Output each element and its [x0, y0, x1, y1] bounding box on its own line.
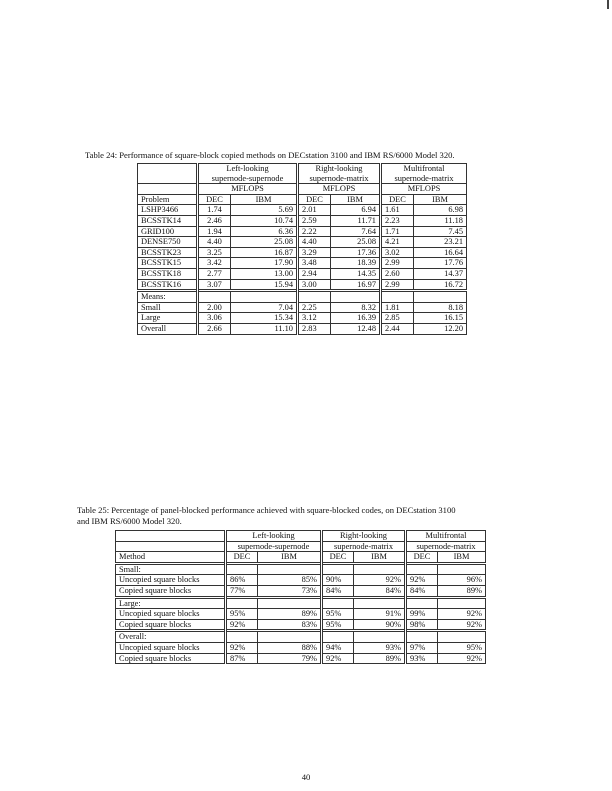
table-row	[116, 619, 486, 631]
problem-label: BCSSTK23	[138, 247, 198, 258]
table25-group-sub: supernode-matrix	[406, 541, 486, 552]
cell: 1.94	[198, 226, 231, 237]
cell: 16.72	[414, 279, 467, 291]
cell: 92%	[438, 653, 486, 664]
empty-cell	[406, 631, 438, 643]
table24-group-name: Multifrontal	[381, 164, 467, 174]
page-number: 40	[301, 772, 311, 782]
empty-cell	[322, 597, 354, 609]
empty-cell	[381, 291, 414, 303]
method-label: Copied square blocks	[116, 653, 226, 664]
cell: 25.08	[231, 237, 298, 248]
table24-unit: MFLOPS	[198, 184, 298, 195]
table24-corner	[138, 184, 198, 195]
cell: 4.40	[298, 237, 331, 248]
cell: 89%	[354, 653, 406, 664]
problem-label: BCSSTK15	[138, 258, 198, 269]
problem-label: BCSSTK16	[138, 279, 198, 291]
cell: 4.40	[198, 237, 231, 248]
section-header-row	[116, 563, 486, 575]
table-row	[138, 268, 467, 279]
machine-header: DEC	[198, 194, 231, 205]
table-row	[116, 653, 486, 664]
table24-group-sub: supernode-supernode	[198, 174, 298, 184]
cell: 16.64	[414, 247, 467, 258]
table24-group-sub: supernode-matrix	[298, 174, 381, 184]
cell: 92%	[226, 642, 258, 653]
cell: 10.74	[231, 215, 298, 226]
table25-row-header: Method	[116, 552, 226, 564]
problem-label: DENSE750	[138, 237, 198, 248]
table25-group-sub: supernode-supernode	[226, 541, 322, 552]
cell: 95%	[322, 609, 354, 620]
machine-header: IBM	[438, 552, 486, 564]
section-label: Small:	[116, 563, 226, 575]
table25-corner	[116, 541, 226, 552]
machine-header: IBM	[331, 194, 381, 205]
cell: 15.94	[231, 279, 298, 291]
cell: 92%	[322, 653, 354, 664]
cell: 3.12	[298, 313, 331, 324]
machine-header: IBM	[258, 552, 322, 564]
table-row	[116, 642, 486, 653]
table-row	[116, 575, 486, 586]
cell: 2.22	[298, 226, 331, 237]
cell: 4.21	[381, 237, 414, 248]
cell: 3.42	[198, 258, 231, 269]
section-label: Large:	[116, 597, 226, 609]
empty-cell	[298, 291, 331, 303]
cell: 79%	[258, 653, 322, 664]
cell: 89%	[258, 609, 322, 620]
machine-header: IBM	[414, 194, 467, 205]
method-label: Copied square blocks	[116, 619, 226, 631]
mean-label: Large	[138, 313, 198, 324]
table24-group-name: Left-looking	[198, 164, 298, 174]
cell: 2.01	[298, 205, 331, 216]
method-label: Uncopied square blocks	[116, 609, 226, 620]
empty-cell	[354, 563, 406, 575]
empty-cell	[406, 597, 438, 609]
cell: 17.90	[231, 258, 298, 269]
cell: 92%	[354, 575, 406, 586]
cell: 92%	[438, 609, 486, 620]
cell: 2.00	[198, 302, 231, 313]
machine-header: DEC	[381, 194, 414, 205]
empty-cell	[414, 291, 467, 303]
table24-corner	[138, 164, 198, 174]
empty-cell	[406, 563, 438, 575]
empty-cell	[258, 597, 322, 609]
cell: 7.45	[414, 226, 467, 237]
cell: 2.94	[298, 268, 331, 279]
table25-group-sub: supernode-matrix	[322, 541, 406, 552]
table-row	[138, 258, 467, 269]
problem-label: BCSSTK14	[138, 215, 198, 226]
cell: 8.32	[331, 302, 381, 313]
table24-row-header: Problem	[138, 194, 198, 205]
cell: 2.46	[198, 215, 231, 226]
table-row	[138, 279, 467, 291]
cell: 87%	[226, 653, 258, 664]
cell: 91%	[354, 609, 406, 620]
table25-group-name: Right-looking	[322, 531, 406, 542]
cell: 90%	[354, 619, 406, 631]
cell: 3.25	[198, 247, 231, 258]
cell: 7.04	[231, 302, 298, 313]
cell: 83%	[258, 619, 322, 631]
cell: 16.87	[231, 247, 298, 258]
cell: 2.77	[198, 268, 231, 279]
cell: 5.69	[231, 205, 298, 216]
cell: 3.48	[298, 258, 331, 269]
machine-header: DEC	[406, 552, 438, 564]
machine-header: DEC	[298, 194, 331, 205]
cell: 2.85	[381, 313, 414, 324]
cell: 2.59	[298, 215, 331, 226]
cell: 13.00	[231, 268, 298, 279]
empty-cell	[438, 597, 486, 609]
cell: 17.36	[331, 247, 381, 258]
cell: 94%	[322, 642, 354, 653]
cell: 85%	[258, 575, 322, 586]
table-row	[116, 585, 486, 597]
empty-cell	[258, 563, 322, 575]
cell: 16.97	[331, 279, 381, 291]
cell: 88%	[258, 642, 322, 653]
table24-group-name: Right-looking	[298, 164, 381, 174]
cell: 3.07	[198, 279, 231, 291]
table-row	[138, 302, 467, 313]
table25-caption-line2: and IBM RS/6000 Model 320.	[77, 516, 182, 526]
cell: 6.36	[231, 226, 298, 237]
cell: 84%	[354, 585, 406, 597]
cell: 2.99	[381, 279, 414, 291]
empty-cell	[354, 597, 406, 609]
table-row	[138, 237, 467, 248]
table25-corner	[116, 531, 226, 542]
cell: 15.34	[231, 313, 298, 324]
cell: 1.61	[381, 205, 414, 216]
cell: 3.29	[298, 247, 331, 258]
cell: 89%	[438, 585, 486, 597]
cell: 1.74	[198, 205, 231, 216]
method-label: Uncopied square blocks	[116, 642, 226, 653]
table25	[115, 530, 486, 664]
cell: 92%	[406, 575, 438, 586]
cell: 16.15	[414, 313, 467, 324]
empty-cell	[226, 631, 258, 643]
cell: 3.02	[381, 247, 414, 258]
problem-label: BCSSTK18	[138, 268, 198, 279]
empty-cell	[438, 563, 486, 575]
cell: 90%	[322, 575, 354, 586]
cell: 11.18	[414, 215, 467, 226]
empty-cell	[226, 563, 258, 575]
empty-cell	[331, 291, 381, 303]
cell: 2.83	[298, 323, 331, 334]
problem-label: GRID100	[138, 226, 198, 237]
cell: 77%	[226, 585, 258, 597]
empty-cell	[231, 291, 298, 303]
table25-caption-line1: Table 25: Percentage of panel-blocked performance achieved with square-blocked codes, on DECstation 3100	[77, 505, 456, 515]
cell: 84%	[406, 585, 438, 597]
means-header-row	[138, 291, 467, 303]
cell: 95%	[226, 609, 258, 620]
table24-unit: MFLOPS	[381, 184, 467, 195]
empty-cell	[322, 631, 354, 643]
table24-caption: Table 24: Performance of square-block copied methods on DECstation 3100 and IBM RS/6000 Model 320.	[85, 150, 455, 160]
cell: 2.99	[381, 258, 414, 269]
cell: 11.71	[331, 215, 381, 226]
table24-group-sub: supernode-matrix	[381, 174, 467, 184]
table-row	[138, 226, 467, 237]
section-header-row	[116, 597, 486, 609]
cell: 95%	[438, 642, 486, 653]
cell: 16.39	[331, 313, 381, 324]
mean-label: Overall	[138, 323, 198, 334]
cell: 93%	[406, 653, 438, 664]
cell: 96%	[438, 575, 486, 586]
cell: 14.37	[414, 268, 467, 279]
empty-cell	[438, 631, 486, 643]
cell: 3.06	[198, 313, 231, 324]
table-row	[138, 323, 467, 334]
cell: 2.25	[298, 302, 331, 313]
cell: 6.98	[414, 205, 467, 216]
cell: 99%	[406, 609, 438, 620]
means-label: Means:	[138, 291, 198, 303]
empty-cell	[354, 631, 406, 643]
cell: 17.76	[414, 258, 467, 269]
machine-header: IBM	[231, 194, 298, 205]
method-label: Uncopied square blocks	[116, 575, 226, 586]
cell: 95%	[322, 619, 354, 631]
cell: 12.20	[414, 323, 467, 334]
cell: 2.60	[381, 268, 414, 279]
table25-group-name: Left-looking	[226, 531, 322, 542]
cell: 97%	[406, 642, 438, 653]
cell: 98%	[406, 619, 438, 631]
cell: 1.71	[381, 226, 414, 237]
cell: 25.08	[331, 237, 381, 248]
cell: 2.23	[381, 215, 414, 226]
cell: 3.00	[298, 279, 331, 291]
empty-cell	[226, 597, 258, 609]
machine-header: DEC	[226, 552, 258, 564]
cell: 8.18	[414, 302, 467, 313]
cell: 92%	[438, 619, 486, 631]
table24	[137, 163, 467, 335]
cell: 23.21	[414, 237, 467, 248]
cell: 14.35	[331, 268, 381, 279]
table-row	[138, 215, 467, 226]
section-header-row	[116, 631, 486, 643]
cell: 12.48	[331, 323, 381, 334]
scan-edge-mark	[607, 0, 609, 9]
cell: 1.81	[381, 302, 414, 313]
table-row	[138, 313, 467, 324]
table24-unit: MFLOPS	[298, 184, 381, 195]
table-row	[138, 205, 467, 216]
empty-cell	[258, 631, 322, 643]
problem-label: LSHP3466	[138, 205, 198, 216]
cell: 73%	[258, 585, 322, 597]
table24-corner	[138, 174, 198, 184]
cell: 18.39	[331, 258, 381, 269]
empty-cell	[322, 563, 354, 575]
empty-cell	[198, 291, 231, 303]
method-label: Copied square blocks	[116, 585, 226, 597]
cell: 86%	[226, 575, 258, 586]
cell: 7.64	[331, 226, 381, 237]
cell: 11.10	[231, 323, 298, 334]
table-row	[138, 247, 467, 258]
machine-header: DEC	[322, 552, 354, 564]
cell: 84%	[322, 585, 354, 597]
cell: 93%	[354, 642, 406, 653]
cell: 2.44	[381, 323, 414, 334]
mean-label: Small	[138, 302, 198, 313]
section-label: Overall:	[116, 631, 226, 643]
cell: 92%	[226, 619, 258, 631]
cell: 2.66	[198, 323, 231, 334]
machine-header: IBM	[354, 552, 406, 564]
cell: 6.94	[331, 205, 381, 216]
table-row	[116, 609, 486, 620]
table25-group-name: Multifrontal	[406, 531, 486, 542]
